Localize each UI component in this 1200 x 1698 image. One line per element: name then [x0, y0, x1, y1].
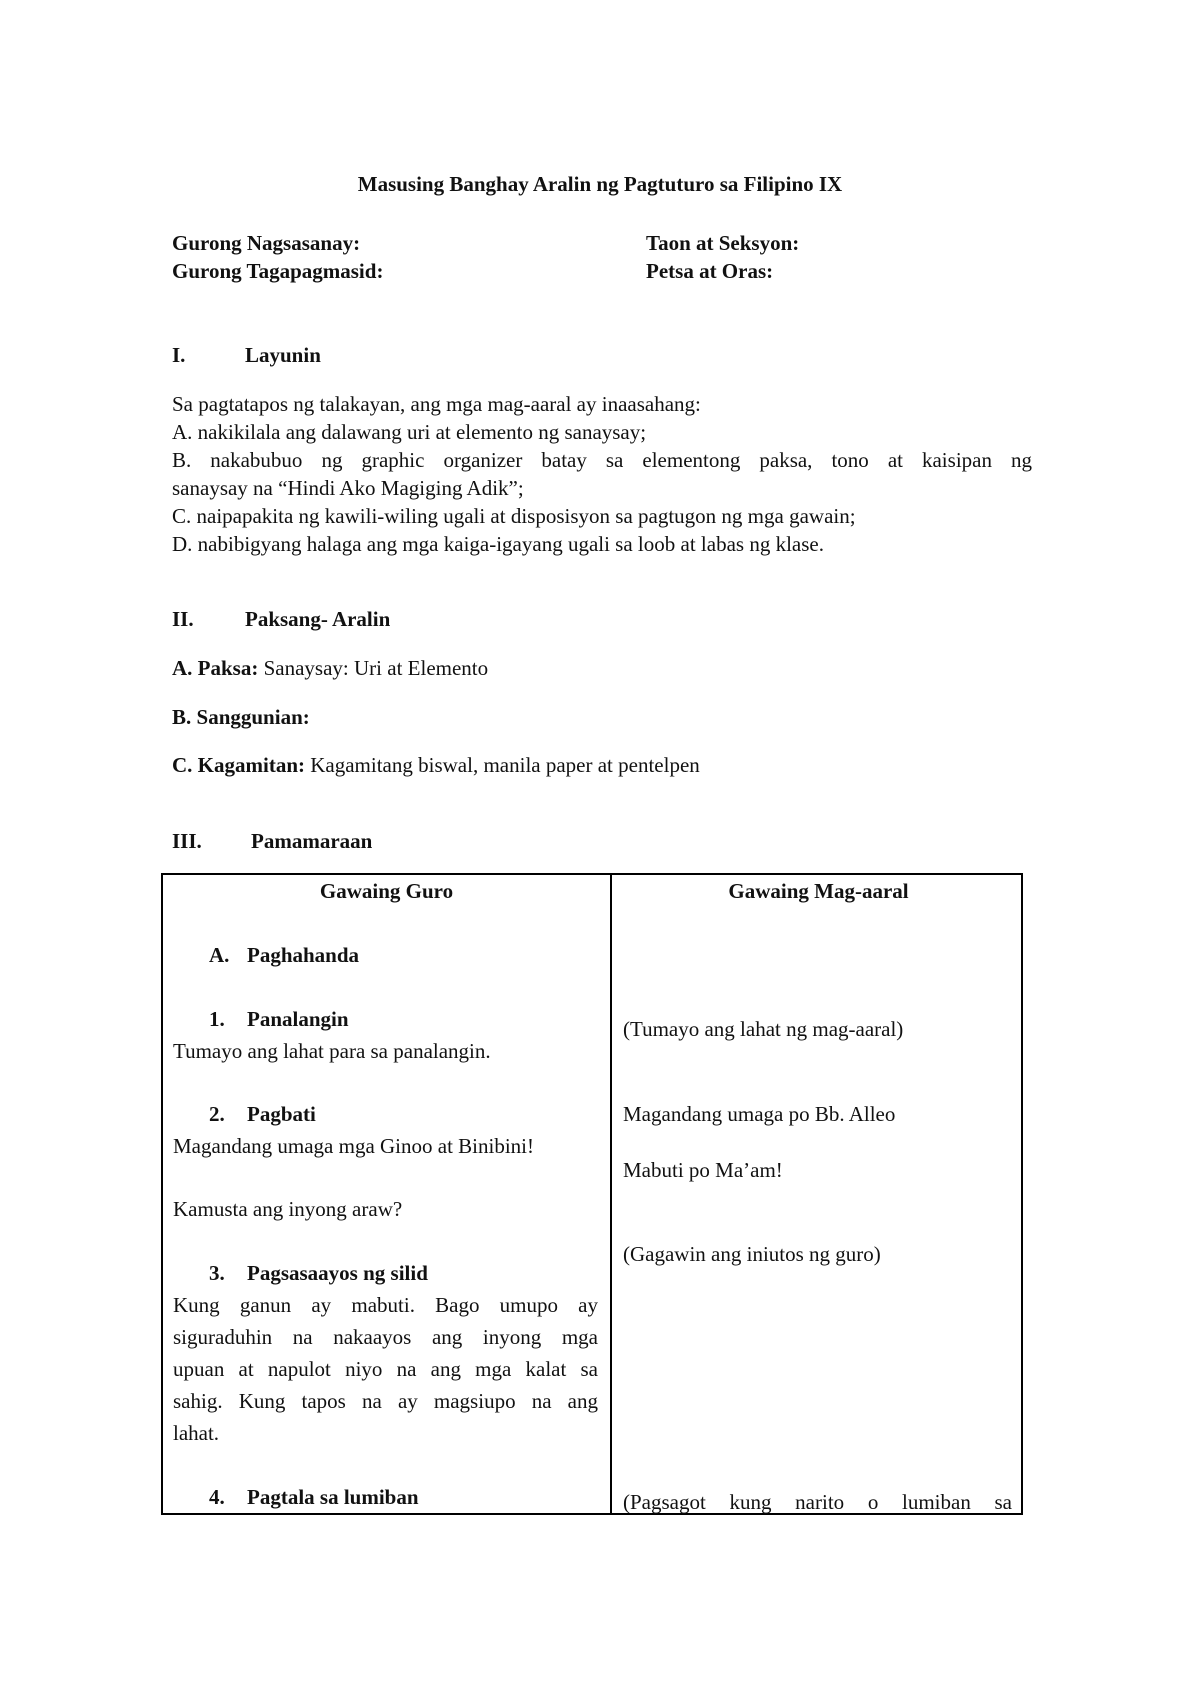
section3-heading: Pamamaraan — [251, 829, 373, 853]
kamusta-text: Kamusta ang inyong araw? — [173, 1197, 403, 1221]
pagsasaayos-label: Pagsasaayos ng silid — [247, 1261, 428, 1285]
objectives-intro: Sa pagtatapos ng talakayan, ang mga mag-aaral ay inaasahang: — [172, 392, 701, 416]
response-magandang-umaga: Magandang umaga po Bb. Alleo — [623, 1102, 896, 1126]
section1-numeral: I. — [172, 343, 186, 367]
panalangin-label: Panalangin — [247, 1007, 349, 1031]
pagsasaayos-line-2: siguraduhin na nakaayos ang inyong mga — [173, 1325, 598, 1349]
objective-d: D. nabibigyang halaga ang mga kaiga-igayang ugali sa loob at labas ng klase. — [172, 532, 824, 556]
objective-a: A. nakikilala ang dalawang uri at elemento ng sanaysay; — [172, 420, 647, 444]
header-gurong-tagapagmasid: Gurong Tagapagmasid: — [172, 259, 384, 283]
sanggunian-label: Sanggunian: — [196, 705, 310, 729]
response-tumayo: (Tumayo ang lahat ng mag-aaral) — [623, 1017, 904, 1041]
pagbati-label: Pagbati — [247, 1102, 316, 1126]
procedure-table — [161, 873, 1023, 1515]
gawaing-mag-aaral-column — [611, 874, 1022, 1514]
pagbati-num: 2. — [209, 1102, 225, 1126]
section2-heading: Paksang- Aralin — [245, 607, 391, 631]
section1-heading: Layunin — [245, 343, 321, 367]
paghahanda-letter: A. — [209, 943, 230, 967]
header-petsa-oras: Petsa at Oras: — [646, 259, 774, 283]
panalangin-text: Tumayo ang lahat para sa panalangin. — [173, 1039, 491, 1063]
pagtala-label: Pagtala sa lumiban — [247, 1485, 419, 1509]
pagsasaayos-line-3: upuan at napulot niyo na ang mga kalat sa — [173, 1357, 598, 1381]
pagbati-text: Magandang umaga mga Ginoo at Binibini! — [173, 1134, 535, 1158]
header-gurong-nagsasanay: Gurong Nagsasanay: — [172, 231, 361, 255]
paghahanda-label: Paghahanda — [247, 943, 360, 967]
response-mabuti: Mabuti po Ma’am! — [623, 1158, 783, 1182]
pagtala-num: 4. — [209, 1485, 225, 1509]
response-pagsagot: (Pagsagot kung narito o lumiban sa — [623, 1490, 1012, 1514]
section2-numeral: II. — [172, 607, 194, 631]
sanggunian-letter: B. — [172, 705, 192, 729]
sanggunian-item — [172, 705, 310, 730]
pagsasaayos-line-4: sahig. Kung tapos na ay magsiupo na ang — [173, 1389, 598, 1413]
panalangin-num: 1. — [209, 1007, 225, 1031]
kagamitan-label: Kagamitan: — [197, 753, 305, 777]
col2-header: Gawaing Mag-aaral — [728, 879, 909, 903]
section3-numeral: III. — [172, 829, 202, 853]
pagsasaayos-num: 3. — [209, 1261, 225, 1285]
pagsasaayos-line-5: lahat. — [173, 1421, 220, 1445]
pagsasaayos-line-1: Kung ganun ay mabuti. Bago umupo ay — [173, 1293, 598, 1317]
kagamitan-letter: C. — [172, 753, 193, 777]
kagamitan-item — [172, 753, 700, 778]
paksa-label: Paksa: — [197, 656, 259, 680]
paksa-value: Sanaysay: Uri at Elemento — [258, 656, 489, 680]
paksa-item — [172, 656, 488, 681]
page-title: Masusing Banghay Aralin ng Pagtuturo sa Filipino IX — [357, 172, 843, 196]
response-gagawin: (Gagawin ang iniutos ng guro) — [623, 1242, 881, 1266]
col1-header: Gawaing Guro — [319, 879, 454, 903]
objective-c: C. naipapakita ng kawili-wiling ugali at disposisyon sa pagtugon ng mga gawain; — [172, 504, 856, 528]
header-taon-seksyon: Taon at Seksyon: — [646, 231, 800, 255]
paksa-letter: A. — [172, 656, 193, 680]
objective-b: B. nakabubuo ng graphic organizer batay sa elementong paksa, tono at kaisipan ng — [172, 448, 1032, 472]
objective-b-cont: sanaysay na “Hindi Ako Magiging Adik”; — [172, 476, 524, 500]
kagamitan-value: Kagamitang biswal, manila paper at pentelpen — [305, 753, 700, 777]
gawaing-guro-column — [162, 874, 611, 1514]
